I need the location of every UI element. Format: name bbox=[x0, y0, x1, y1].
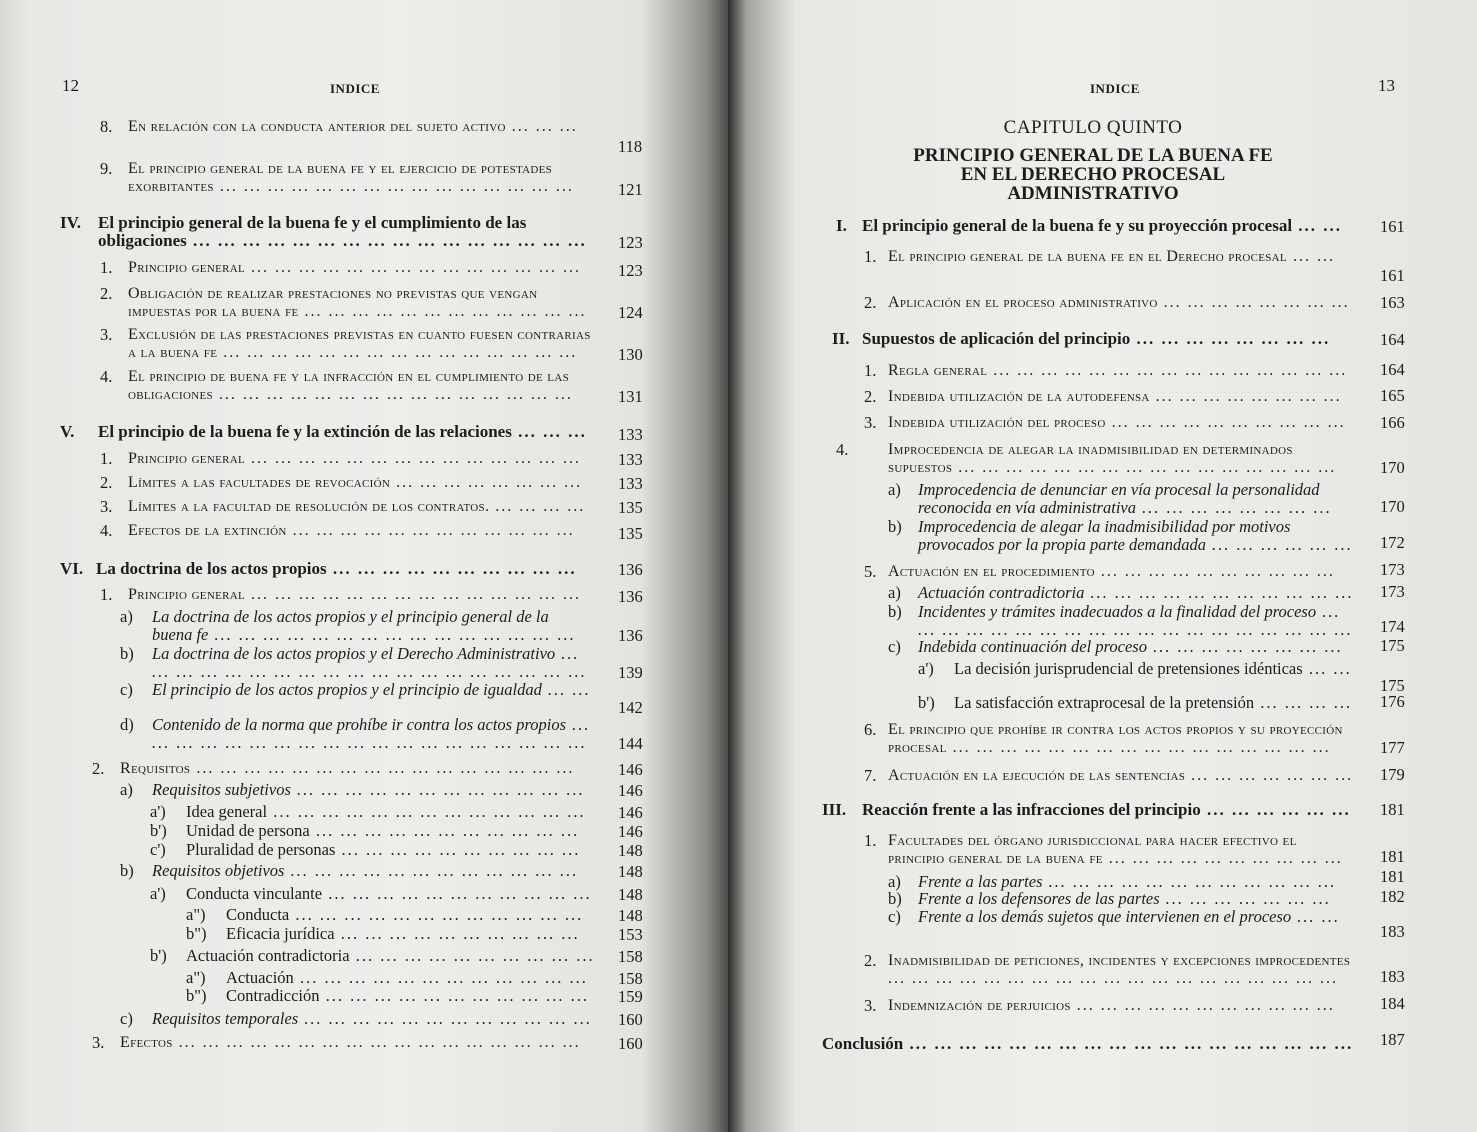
toc-entry bbox=[128, 368, 595, 404]
toc-page-number: 177 bbox=[1380, 738, 1405, 757]
leader-dots: ... ... ... ... ... ... ... ... ... ... ... ... bbox=[286, 522, 575, 539]
toc-entry-text: Eficacia jurídica bbox=[226, 924, 335, 943]
toc-entry-text: El principio de la buena fe y la extinción de las relaciones bbox=[98, 422, 512, 441]
page-number: 13 bbox=[1378, 76, 1395, 95]
toc-entry bbox=[128, 259, 595, 277]
toc-page-number: 175 bbox=[1380, 676, 1405, 695]
chapter-title-line: ADMINISTRATIVO bbox=[1007, 183, 1179, 204]
toc-page-number: 135 bbox=[618, 524, 643, 543]
toc-entry bbox=[128, 285, 595, 321]
toc-entry bbox=[152, 1010, 595, 1028]
toc-entry-text: Obligación de realizar prestaciones no previstas que vengan impuestas por la buena fe bbox=[128, 285, 538, 320]
toc-entry-label: b") bbox=[186, 986, 207, 1005]
leader-dots: ... ... ... ... ... ... ... bbox=[1185, 767, 1354, 784]
toc-entry-label: 1. bbox=[100, 585, 113, 604]
toc-entry-text: Inadmisibilidad de peticiones, incidentes y excepciones improcedentes bbox=[888, 952, 1351, 969]
toc-entry-text: Requisitos bbox=[120, 760, 191, 777]
toc-page-number: 130 bbox=[618, 345, 643, 364]
toc-entry-label: c') bbox=[150, 840, 166, 859]
toc-page-number: 183 bbox=[1380, 967, 1405, 986]
toc-entry bbox=[98, 214, 595, 250]
toc-page-number: 164 bbox=[1380, 330, 1405, 349]
toc-page-number: 146 bbox=[618, 781, 643, 800]
toc-entry-text: Regla general bbox=[888, 362, 988, 379]
toc-page-number: 176 bbox=[1380, 692, 1405, 711]
toc-entry-label: c) bbox=[888, 637, 901, 656]
toc-entry-label: a) bbox=[120, 780, 133, 799]
toc-entry-text: Indemnización de perjuicios bbox=[888, 997, 1071, 1014]
toc-page-number: 170 bbox=[1380, 497, 1405, 516]
toc-entry-text: Conducta vinculante bbox=[186, 884, 323, 903]
toc-entry-text: Actuación en la ejecución de las sentencias bbox=[888, 767, 1186, 784]
toc-entry-text: Contenido de la norma que prohíbe ir contra los actos propios bbox=[152, 715, 567, 734]
toc-entry bbox=[226, 925, 595, 943]
toc-entry-label: b) bbox=[120, 644, 134, 663]
toc-entry-text: Límites a las facultades de revocación bbox=[128, 474, 391, 491]
toc-entry-label: a) bbox=[120, 607, 133, 626]
toc-entry-text: Actuación contradictoria bbox=[186, 946, 350, 965]
toc-entry bbox=[152, 716, 592, 752]
toc-page-number: 161 bbox=[1380, 266, 1405, 285]
toc-entry-text: La doctrina de los actos propios y el principio general de la buena fe bbox=[152, 607, 549, 644]
toc-entry bbox=[888, 767, 1354, 785]
toc-entry bbox=[918, 890, 1354, 908]
toc-entry-text: Frente a los defensores de las partes bbox=[918, 889, 1160, 908]
leader-dots: ... ... ... ... ... ... ... ... ... ... ... ... bbox=[290, 780, 585, 799]
leader-dots: ... ... ... ... ... ... ... ... ... ... ... ... bbox=[293, 968, 588, 987]
toc-page-number: 160 bbox=[618, 1034, 643, 1053]
toc-entry-label: b) bbox=[888, 889, 902, 908]
toc-page-number: 184 bbox=[1380, 994, 1405, 1013]
leader-dots: ... ... ... ... ... ... ... ... ... ... ... ... ... ... ... ... bbox=[186, 231, 587, 250]
toc-entry-text: El principio de buena fe y la infracción en el cumplimiento de las obligaciones bbox=[128, 368, 569, 403]
toc-page-number: 174 bbox=[1380, 617, 1405, 636]
toc-page-number: 183 bbox=[1380, 922, 1405, 941]
toc-page-number: 179 bbox=[1380, 765, 1405, 784]
toc-entry-text: El principio general de la buena fe y el ejercicio de potestades exorbitantes bbox=[128, 160, 553, 195]
toc-page-number: 163 bbox=[1380, 293, 1405, 312]
toc-entry-text: Exclusión de las prestaciones previstas en cuanto fuesen contrarias a la buena fe bbox=[128, 326, 591, 361]
toc-entry-label: 3. bbox=[864, 413, 877, 432]
toc-entry-text: Efectos de la extinción bbox=[128, 522, 287, 539]
toc-entry-text: Idea general bbox=[186, 802, 268, 821]
leader-dots: ... ... ... ... ... ... ... ... ... ... bbox=[349, 946, 595, 965]
leader-dots: ... ... ... ... ... ... ... ... bbox=[1157, 294, 1350, 311]
toc-entry-text: La doctrina de los actos propios y el Derecho Administrativo bbox=[152, 644, 556, 663]
toc-entry bbox=[888, 563, 1354, 581]
chapter-title bbox=[843, 146, 1343, 203]
toc-page-number: 136 bbox=[618, 587, 643, 606]
toc-entry bbox=[888, 832, 1354, 868]
toc-entry-label: 4. bbox=[100, 367, 113, 386]
toc-entry-text: Actuación bbox=[226, 968, 294, 987]
toc-entry bbox=[918, 603, 1354, 639]
leader-dots: ... ... ... ... ... ... ... ... bbox=[1146, 637, 1343, 656]
toc-entry-text: La satisfacción extraprocesal de la pretensión bbox=[954, 693, 1255, 712]
toc-entry-text: Contradicción bbox=[226, 986, 320, 1005]
toc-entry-text: Incidentes y trámites inadecuados a la finalidad del proceso bbox=[918, 602, 1317, 621]
right-page bbox=[728, 0, 1477, 1132]
toc-entry-text: Conducta bbox=[226, 905, 290, 924]
toc-entry-label: 1. bbox=[100, 258, 113, 277]
toc-page-number: 123 bbox=[618, 233, 643, 252]
toc-entry bbox=[918, 481, 1354, 517]
toc-entry-label: 3. bbox=[100, 497, 113, 516]
toc-entry-text: El principio que prohíbe ir contra los actos propios y su proyección procesal bbox=[888, 721, 1343, 756]
toc-entry-text: Principio general bbox=[128, 586, 245, 603]
toc-page-number: 166 bbox=[1380, 413, 1405, 432]
chapter-title-line: PRINCIPIO GENERAL DE LA BUENA FE bbox=[913, 145, 1273, 166]
leader-dots: ... ... ... ... ... ... ... ... ... ... ... ... ... ... ... bbox=[208, 625, 576, 644]
toc-page-number: 123 bbox=[618, 261, 643, 280]
toc-entry-label: 2. bbox=[92, 759, 105, 778]
toc-page-number: 148 bbox=[618, 862, 643, 881]
toc-page-number: 173 bbox=[1380, 582, 1405, 601]
leader-dots: ... ... ... ... ... ... ... ... ... ... ... ... ... ... bbox=[245, 586, 581, 603]
toc-page-number: 142 bbox=[618, 698, 643, 717]
toc-page-number: 118 bbox=[618, 137, 643, 156]
toc-entry-label: IV. bbox=[60, 213, 81, 232]
toc-entry-text: Actuación contradictoria bbox=[918, 583, 1085, 602]
toc-entry bbox=[186, 803, 595, 821]
toc-entry-text: Indebida continuación del proceso bbox=[918, 637, 1147, 656]
toc-page-number: 172 bbox=[1380, 533, 1405, 552]
toc-page-number: 146 bbox=[618, 803, 643, 822]
leader-dots: ... ... ... ... ... ... ... ... ... ... bbox=[334, 924, 580, 943]
leader-dots: ... ... ... ... ... ... ... ... ... ... ... ... ... ... ... bbox=[217, 344, 578, 361]
toc-entry-label: 1. bbox=[864, 361, 877, 380]
leader-dots: ... ... bbox=[1286, 248, 1335, 265]
toc-entry bbox=[128, 498, 595, 516]
leader-dots: ... ... ... ... ... ... ... ... ... ... ... ... ... ... ... bbox=[212, 386, 573, 403]
toc-page-number: 133 bbox=[618, 425, 643, 444]
leader-dots: ... ... ... ... ... ... ... ... ... ... ... ... bbox=[298, 1009, 593, 1028]
leader-dots: ... ... ... ... ... ... ... ... ... ... ... ... ... ... ... ... ... ... ... bbox=[918, 602, 1353, 639]
toc-entry-text: Principio general bbox=[128, 259, 245, 276]
toc-entry-label: 9. bbox=[100, 159, 113, 178]
toc-entry-label: 2. bbox=[864, 951, 877, 970]
toc-entry-text: La doctrina de los actos propios bbox=[96, 559, 327, 578]
leader-dots: ... ... ... ... ... ... ... ... ... ... ... ... ... ... bbox=[245, 450, 581, 467]
running-header: INDICE bbox=[1090, 81, 1140, 96]
toc-entry bbox=[152, 862, 595, 880]
toc-entry bbox=[918, 518, 1354, 554]
toc-entry-label: b') bbox=[918, 693, 935, 712]
leader-dots: ... ... ... ... ... ... ... ... ... ... ... ... bbox=[284, 861, 579, 880]
leader-dots: ... ... ... ... ... ... ... ... ... ... ... bbox=[322, 884, 592, 903]
toc-entry bbox=[954, 660, 1354, 678]
toc-page-number: 146 bbox=[618, 822, 643, 841]
toc-entry-text: Indebida utilización del proceso bbox=[888, 414, 1106, 431]
leader-dots: ... ... ... ... ... ... ... ... ... ... ... ... ... ... ... ... ... bbox=[172, 1034, 581, 1051]
toc-entry-text: Improcedencia de alegar la inadmisibilidad por motivos provocados por la propia parte demandada bbox=[918, 517, 1291, 554]
toc-entry-text: En relación con la conducta anterior del sujeto activo bbox=[128, 118, 506, 135]
left-page bbox=[0, 0, 728, 1132]
toc-entry bbox=[128, 450, 595, 468]
toc-entry-label: 6. bbox=[864, 720, 877, 739]
toc-page-number: 136 bbox=[618, 626, 643, 645]
leader-dots: ... ... ... ... ... ... ... ... ... ... ... ... bbox=[298, 303, 587, 320]
toc-page-number: 173 bbox=[1380, 560, 1405, 579]
toc-entry bbox=[186, 822, 595, 840]
toc-entry-text: El principio general de la buena fe y su proyección procesal bbox=[862, 216, 1293, 235]
toc-entry-text: Conclusión bbox=[822, 1034, 904, 1053]
chapter-label: CAPITULO QUINTO bbox=[1003, 117, 1183, 138]
toc-entry-label: a') bbox=[150, 802, 166, 821]
toc-page-number: 175 bbox=[1380, 636, 1405, 655]
toc-entry bbox=[862, 217, 1354, 235]
toc-entry-text: Requisitos subjetivos bbox=[152, 780, 291, 799]
toc-page-number: 161 bbox=[1380, 217, 1405, 236]
leader-dots: ... ... ... ... ... ... ... bbox=[1159, 889, 1332, 908]
toc-entry-text: Supuestos de aplicación del principio bbox=[862, 329, 1131, 348]
leader-dots: ... ... ... ... ... ... ... ... ... ... bbox=[335, 840, 581, 859]
leader-dots: ... ... ... ... ... ... ... ... ... ... ... ... ... ... ... ... ... ... ... bbox=[152, 644, 587, 681]
toc-entry bbox=[152, 608, 592, 644]
toc-entry bbox=[128, 160, 595, 196]
toc-entry-label: b") bbox=[186, 924, 207, 943]
toc-page-number: 133 bbox=[618, 450, 643, 469]
toc-entry-label: 4. bbox=[100, 521, 113, 540]
leader-dots: ... ... ... ... ... ... ... ... ... ... bbox=[1102, 850, 1343, 867]
leader-dots: ... ... ... ... ... ... ... ... ... ... ... ... ... ... ... ... bbox=[190, 760, 575, 777]
toc-entry-label: 1. bbox=[864, 247, 877, 266]
toc-entry bbox=[186, 841, 595, 859]
leader-dots: ... ... ... ... ... ... ... ... ... ... ... ... bbox=[289, 905, 584, 924]
leader-dots: ... ... ... ... ... ... ... ... ... ... bbox=[1105, 414, 1346, 431]
leader-dots: ... ... ... ... ... ... ... ... ... ... ... ... ... ... ... ... ... ... ... bbox=[888, 970, 1338, 987]
toc-page-number: 144 bbox=[618, 734, 643, 753]
toc-entry-text: Improcedencia de denunciar en vía procesal la personalidad reconocida en vía administrativa bbox=[918, 480, 1320, 517]
toc-entry bbox=[226, 906, 595, 924]
toc-entry bbox=[128, 118, 595, 136]
toc-entry bbox=[822, 1035, 1354, 1053]
toc-entry bbox=[888, 952, 1354, 988]
toc-entry-label: 1. bbox=[100, 449, 113, 468]
toc-entry-text: Límites a la facultad de resolución de los contratos. bbox=[128, 498, 490, 515]
toc-entry-text: El principio general de la buena fe en el Derecho procesal bbox=[888, 248, 1287, 265]
leader-dots: ... ... ... ... ... ... ... ... ... ... ... ... ... ... ... ... ... ... ... bbox=[152, 715, 591, 752]
toc-entry bbox=[128, 586, 595, 604]
toc-entry-text: Improcedencia de alegar la inadmisibilidad en determinados supuestos bbox=[888, 441, 1293, 476]
toc-page-number: 135 bbox=[618, 498, 643, 517]
toc-entry-text: Frente a los demás sujetos que intervienen en el proceso bbox=[918, 907, 1292, 926]
toc-entry-label: 5. bbox=[864, 562, 877, 581]
toc-entry-label: 3. bbox=[92, 1033, 105, 1052]
toc-entry-label: 2. bbox=[100, 284, 113, 303]
toc-entry-text: Aplicación en el proceso administrativo bbox=[888, 294, 1158, 311]
leader-dots: ... ... ... ... ... ... ... ... ... ... ... bbox=[309, 821, 580, 840]
toc-entry-label: 8. bbox=[100, 117, 113, 136]
toc-entry-label: d) bbox=[120, 715, 134, 734]
leader-dots: ... ... ... ... ... ... ... ... ... ... ... bbox=[319, 986, 589, 1005]
toc-entry-text: La decisión jurisprudencial de pretensiones idénticas bbox=[954, 659, 1303, 678]
toc-page-number: 139 bbox=[618, 663, 643, 682]
toc-entry-label: 2. bbox=[100, 473, 113, 492]
toc-entry bbox=[128, 474, 595, 492]
leader-dots: ... ... ... ... ... ... ... ... ... ... ... ... bbox=[1042, 872, 1337, 891]
leader-dots: ... ... ... ... ... ... ... ... ... ... ... bbox=[1084, 583, 1354, 602]
leader-dots: ... ... ... bbox=[511, 422, 587, 441]
leader-dots: ... ... ... ... ... ... ... ... bbox=[1130, 329, 1331, 348]
toc-page-number: 158 bbox=[618, 947, 643, 966]
toc-entry-label: 7. bbox=[864, 766, 877, 785]
toc-entry bbox=[888, 362, 1354, 380]
toc-entry-label: c) bbox=[120, 680, 133, 699]
toc-entry bbox=[918, 908, 1354, 926]
toc-entry bbox=[186, 885, 595, 903]
toc-entry-label: III. bbox=[822, 800, 847, 819]
toc-entry-label: a') bbox=[918, 659, 934, 678]
toc-entry-text: Reacción frente a las infracciones del principio bbox=[862, 800, 1201, 819]
leader-dots: ... ... ... ... ... ... ... ... ... ... ... ... ... ... ... ... bbox=[952, 459, 1337, 476]
leader-dots: ... ... ... ... ... ... ... ... ... ... ... bbox=[1070, 997, 1335, 1014]
toc-page-number: 124 bbox=[618, 303, 643, 322]
toc-entry-text: Principio general bbox=[128, 450, 245, 467]
toc-entry-text: Actuación en el procedimiento bbox=[888, 563, 1095, 580]
leader-dots: ... ... ... ... ... ... bbox=[1200, 800, 1351, 819]
toc-entry bbox=[918, 584, 1354, 602]
toc-page-number: 159 bbox=[618, 987, 643, 1006]
toc-page-number: 187 bbox=[1380, 1030, 1405, 1049]
leader-dots: ... ... ... ... bbox=[1254, 693, 1353, 712]
toc-entry-label: 4. bbox=[836, 440, 849, 459]
toc-page-number: 153 bbox=[618, 925, 643, 944]
toc-page-number: 181 bbox=[1380, 867, 1405, 886]
page-number: 12 bbox=[62, 76, 79, 95]
toc-entry-text: Requisitos objetivos bbox=[152, 861, 285, 880]
toc-entry-label: c) bbox=[120, 1009, 133, 1028]
toc-entry-label: a) bbox=[888, 583, 901, 602]
toc-entry-label: 3. bbox=[864, 996, 877, 1015]
leader-dots: ... ... ... ... ... ... ... ... ... ... ... ... ... ... ... bbox=[213, 178, 574, 195]
toc-entry-label: b') bbox=[150, 946, 167, 965]
toc-entry bbox=[128, 522, 595, 540]
toc-entry-text: Unidad de persona bbox=[186, 821, 310, 840]
toc-entry bbox=[862, 330, 1354, 348]
toc-entry bbox=[152, 645, 592, 681]
toc-entry bbox=[888, 248, 1354, 266]
toc-entry bbox=[888, 441, 1354, 477]
leader-dots: ... ... ... ... ... ... ... ... ... ... bbox=[1094, 563, 1335, 580]
toc-entry bbox=[918, 638, 1354, 656]
toc-entry-label: 3. bbox=[100, 325, 113, 344]
toc-entry-label: V. bbox=[60, 422, 75, 441]
toc-page-number: 146 bbox=[618, 760, 643, 779]
toc-entry-text: Efectos bbox=[120, 1034, 173, 1051]
leader-dots: ... ... ... ... ... ... ... ... ... ... ... ... ... ... bbox=[245, 259, 581, 276]
toc-entry bbox=[186, 947, 595, 965]
toc-entry-label: 2. bbox=[864, 293, 877, 312]
toc-entry-text: El principio general de la buena fe y el cumplimiento de las obligaciones bbox=[98, 213, 527, 250]
toc-entry bbox=[226, 969, 595, 987]
toc-entry-text: El principio de los actos propios y el principio de igualdad bbox=[152, 680, 542, 699]
leader-dots: ... ... ... ... ... ... ... ... bbox=[390, 474, 583, 491]
leader-dots: ... ... ... ... ... ... ... ... ... ... ... ... ... ... ... ... ... ... bbox=[903, 1034, 1354, 1053]
toc-entry bbox=[120, 1034, 595, 1052]
toc-page-number: 131 bbox=[618, 387, 643, 406]
toc-entry-label: b) bbox=[888, 602, 902, 621]
toc-page-number: 160 bbox=[618, 1010, 643, 1029]
toc-entry bbox=[888, 997, 1354, 1015]
toc-entry-text: Indebida utilización de la autodefensa bbox=[888, 388, 1150, 405]
toc-page-number: 181 bbox=[1380, 800, 1405, 819]
leader-dots: ... ... ... ... ... ... ... ... ... ... ... ... ... ... ... ... bbox=[946, 739, 1331, 756]
toc-entry-label: a) bbox=[888, 480, 901, 499]
toc-entry-label: a) bbox=[888, 872, 901, 891]
toc-page-number: 148 bbox=[618, 906, 643, 925]
toc-entry-label: 1. bbox=[864, 831, 877, 850]
toc-page-number: 148 bbox=[618, 841, 643, 860]
chapter-title-line: EN EL DERECHO PROCESAL bbox=[960, 164, 1226, 185]
toc-entry-text: Facultades del órgano jurisdiccional para hacer efectivo el principio general de la buena fe bbox=[888, 832, 1297, 867]
toc-entry bbox=[888, 721, 1354, 757]
toc-entry bbox=[120, 760, 595, 778]
toc-entry bbox=[96, 560, 595, 578]
toc-entry bbox=[152, 681, 592, 699]
leader-dots: ... ... ... ... ... ... ... ... ... ... bbox=[326, 559, 577, 578]
toc-entry-text: Frente a las partes bbox=[918, 872, 1043, 891]
toc-entry bbox=[954, 694, 1354, 712]
toc-entry bbox=[128, 326, 595, 362]
toc-page-number: 164 bbox=[1380, 360, 1405, 379]
leader-dots: ... ... ... ... ... ... ... ... ... ... ... ... ... bbox=[267, 802, 586, 821]
toc-entry-label: b) bbox=[888, 517, 902, 536]
toc-entry-label: c) bbox=[888, 907, 901, 926]
toc-entry-label: VI. bbox=[60, 559, 84, 578]
leader-dots: ... ... ... ... ... ... ... ... bbox=[1135, 498, 1332, 517]
toc-entry-label: a") bbox=[186, 905, 206, 924]
toc-entry-label: a') bbox=[150, 884, 166, 903]
toc-page-number: 136 bbox=[618, 560, 643, 579]
toc-entry-label: 2. bbox=[864, 387, 877, 406]
toc-entry-text: Pluralidad de personas bbox=[186, 840, 336, 859]
toc-entry bbox=[888, 294, 1354, 312]
toc-entry bbox=[888, 414, 1354, 432]
toc-page-number: 165 bbox=[1380, 386, 1405, 405]
leader-dots: ... ... ... ... ... ... bbox=[1205, 535, 1353, 554]
toc-entry bbox=[888, 388, 1354, 406]
running-header: INDICE bbox=[330, 81, 380, 96]
leader-dots: ... ... bbox=[1291, 907, 1341, 926]
toc-entry-label: a") bbox=[186, 968, 206, 987]
toc-page-number: 158 bbox=[618, 969, 643, 988]
toc-page-number: 182 bbox=[1380, 887, 1405, 906]
toc-entry-label: I. bbox=[836, 216, 847, 235]
toc-page-number: 170 bbox=[1380, 458, 1405, 477]
toc-page-number: 148 bbox=[618, 885, 643, 904]
toc-entry bbox=[862, 801, 1354, 819]
toc-page-number: 133 bbox=[618, 474, 643, 493]
leader-dots: ... ... bbox=[541, 680, 591, 699]
toc-entry bbox=[226, 987, 595, 1005]
toc-entry-text: Requisitos temporales bbox=[152, 1009, 299, 1028]
leader-dots: ... ... bbox=[1302, 659, 1352, 678]
toc-entry-label: b') bbox=[150, 821, 167, 840]
toc-page-number: 181 bbox=[1380, 847, 1405, 866]
leader-dots: ... ... ... ... ... ... ... ... bbox=[1149, 388, 1342, 405]
toc-page-number: 121 bbox=[618, 180, 643, 199]
toc-entry bbox=[98, 423, 595, 441]
toc-entry-label: II. bbox=[832, 329, 850, 348]
toc-entry bbox=[152, 781, 595, 799]
leader-dots: ... ... bbox=[1292, 216, 1343, 235]
leader-dots: ... ... ... ... bbox=[489, 498, 586, 515]
leader-dots: ... ... ... ... ... ... ... ... ... ... ... ... ... ... ... bbox=[987, 362, 1348, 379]
leader-dots: ... ... ... bbox=[505, 118, 578, 135]
toc-entry-label: b) bbox=[120, 861, 134, 880]
